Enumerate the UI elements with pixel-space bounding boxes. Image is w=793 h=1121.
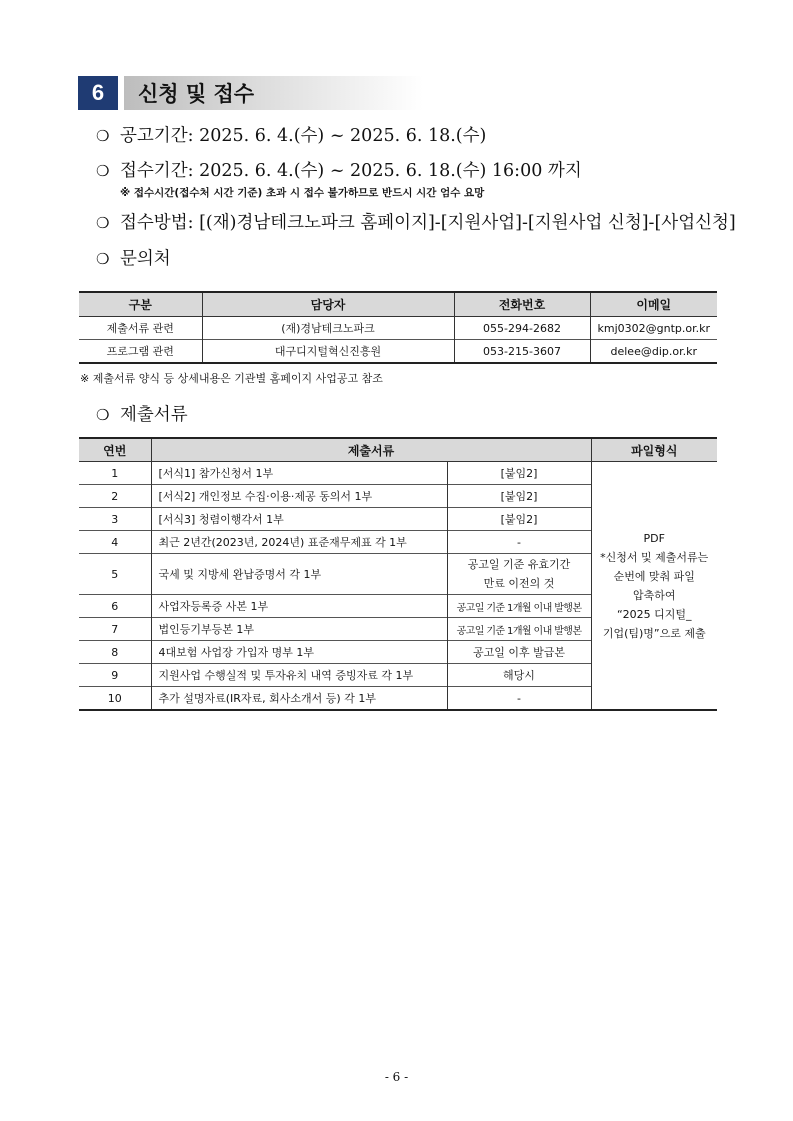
- circle-bullet-icon: ❍: [96, 250, 110, 268]
- condition-cell: [붙임2]: [447, 508, 591, 531]
- row-number-cell: 9: [79, 664, 151, 687]
- row-number-cell: 8: [79, 641, 151, 664]
- row-number-cell: 10: [79, 687, 151, 711]
- condition-line: 공고일 기준 유효기간: [467, 558, 571, 571]
- bullet-receipt-method: [96, 209, 736, 234]
- row-number-cell: 4: [79, 531, 151, 554]
- email-cell: kmj0302@gntp.or.kr: [590, 317, 717, 340]
- file-format-line: “2025 디지털_: [616, 607, 692, 621]
- bullet-announcement-period: [96, 122, 486, 147]
- file-format-cell: [591, 462, 717, 711]
- condition-cell: [447, 554, 591, 595]
- condition-cell: 공고일 이후 발급본: [447, 641, 591, 664]
- email-cell: delee@dip.or.kr: [590, 340, 717, 364]
- file-format-line: 기업(팀)명”으로 제출: [602, 626, 706, 640]
- row-number-cell: 2: [79, 485, 151, 508]
- file-format-line: 압축하여: [632, 588, 676, 602]
- contact-table: [79, 291, 717, 364]
- document-cell: 사업자등록증 사본 1부: [151, 595, 447, 618]
- document-cell: 최근 2년간(2023년, 2024년) 표준재무제표 각 1부: [151, 531, 447, 554]
- page-number: - 6 -: [384, 1070, 409, 1084]
- section-number: 6: [78, 76, 118, 110]
- document-cell: 4대보험 사업장 가입자 명부 1부: [151, 641, 447, 664]
- table-header-row: [79, 292, 717, 317]
- circle-bullet-icon: ❍: [96, 214, 110, 232]
- bullet-contact: [96, 245, 171, 270]
- phone-cell: 055-294-2682: [454, 317, 590, 340]
- section-title: 신청 및 접수: [138, 82, 255, 106]
- condition-cell: 공고일 기준 1개월 이내 발행본: [447, 595, 591, 618]
- phone-cell: 053-215-3607: [454, 340, 590, 364]
- agency-cell: 대구디지털혁신진흥원: [202, 340, 454, 364]
- column-header: 이메일: [590, 292, 717, 317]
- row-number-cell: 7: [79, 618, 151, 641]
- column-header: 파일형식: [591, 438, 717, 462]
- agency-cell: (재)경남테크노파크: [202, 317, 454, 340]
- file-format-line: PDF: [643, 531, 665, 545]
- document-cell: 법인등기부등본 1부: [151, 618, 447, 641]
- table-row: [79, 317, 717, 340]
- file-format-line: *신청서 및 제출서류는: [600, 550, 709, 564]
- bullet-receipt-period: [96, 157, 582, 182]
- document-cell: 국세 및 지방세 완납증명서 각 1부: [151, 554, 447, 595]
- condition-cell: -: [447, 687, 591, 711]
- circle-bullet-icon: ❍: [96, 127, 110, 145]
- condition-cell: 해당시: [447, 664, 591, 687]
- document-cell: 지원사업 수행실적 및 투자유치 내역 증빙자료 각 1부: [151, 664, 447, 687]
- document-cell: [서식3] 청렴이행각서 1부: [151, 508, 447, 531]
- category-cell: 제출서류 관련: [79, 317, 202, 340]
- table-row: [79, 340, 717, 364]
- condition-line: 만료 이전의 것: [483, 577, 555, 590]
- condition-cell: [붙임2]: [447, 485, 591, 508]
- condition-cell: [붙임2]: [447, 462, 591, 485]
- row-number-cell: 1: [79, 462, 151, 485]
- document-cell: 추가 설명자료(IR자료, 회사소개서 등) 각 1부: [151, 687, 447, 711]
- row-number-cell: 3: [79, 508, 151, 531]
- row-number-cell: 6: [79, 595, 151, 618]
- announcement-period-text: 공고기간: 2025. 6. 4.(수) ~ 2025. 6. 18.(수): [120, 126, 487, 146]
- documents-table: [79, 437, 717, 711]
- column-header: 연번: [79, 438, 151, 462]
- receipt-period-text: 접수기간: 2025. 6. 4.(수) ~ 2025. 6. 18.(수) 16:00 까지: [120, 161, 582, 181]
- circle-bullet-icon: ❍: [96, 406, 110, 424]
- table-row: [79, 462, 717, 485]
- circle-bullet-icon: ❍: [96, 162, 110, 180]
- receipt-method-text: 접수방법: [(재)경남테크노파크 홈페이지]-[지원사업]-[지원사업 신청]-[사업신청]: [120, 213, 736, 233]
- contact-heading: 문의처: [120, 249, 171, 269]
- section-header: [78, 76, 423, 110]
- row-number-cell: 5: [79, 554, 151, 595]
- condition-cell: -: [447, 531, 591, 554]
- bullet-documents: [96, 401, 188, 426]
- column-header: 담당자: [202, 292, 454, 317]
- column-header: 전화번호: [454, 292, 590, 317]
- column-header: 구분: [79, 292, 202, 317]
- documents-heading: 제출서류: [120, 405, 188, 425]
- file-format-line: 순번에 맞춰 파일: [613, 569, 695, 583]
- contact-note: ※ 제출서류 양식 등 상세내용은 기관별 홈페이지 사업공고 참조: [80, 372, 383, 385]
- receipt-time-note: ※ 접수시간(접수처 시간 기준) 초과 시 접수 불가하므로 반드시 시간 엄수 요망: [120, 187, 485, 199]
- document-cell: [서식1] 참가신청서 1부: [151, 462, 447, 485]
- table-header-row: [79, 438, 717, 462]
- condition-cell: 공고일 기준 1개월 이내 발행본: [447, 618, 591, 641]
- document-cell: [서식2] 개인정보 수집·이용·제공 동의서 1부: [151, 485, 447, 508]
- category-cell: 프로그램 관련: [79, 340, 202, 364]
- column-header: 제출서류: [151, 438, 591, 462]
